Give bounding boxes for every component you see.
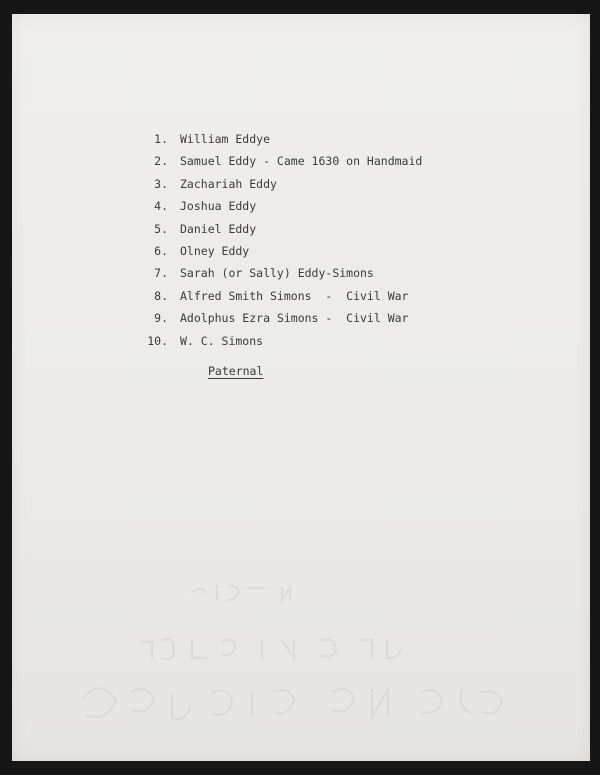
item-text: Samuel Eddy - Came 1630 on Handmaid — [180, 154, 423, 169]
item-number: 6. — [154, 243, 168, 258]
item-text: William Eddye — [180, 132, 271, 146]
item-text: Alfred Smith Simons - Civil War — [180, 288, 409, 303]
list-item — [142, 330, 422, 352]
document-page — [12, 14, 590, 761]
list-item — [142, 195, 422, 217]
list-item — [142, 218, 422, 240]
paternal-caption: Paternal — [208, 364, 264, 378]
item-number: 7. — [154, 266, 168, 281]
list-item — [142, 285, 422, 307]
list-item — [142, 150, 422, 172]
item-number: 8. — [154, 288, 168, 303]
item-text: Zachariah Eddy — [180, 176, 277, 191]
item-number: 3. — [154, 176, 168, 191]
item-number: 4. — [154, 199, 168, 214]
item-number: 5. — [154, 221, 168, 236]
item-text: Adolphus Ezra Simons - Civil War — [180, 311, 409, 326]
list-item — [142, 262, 422, 284]
item-text: Daniel Eddy — [180, 221, 257, 236]
item-number: 9. — [154, 311, 168, 326]
list-item — [142, 173, 422, 195]
item-text: Joshua Eddy — [180, 199, 257, 214]
list-item — [142, 128, 422, 150]
item-text: Sarah (or Sally) Eddy-Simons — [180, 266, 374, 281]
lineage-list — [142, 128, 422, 352]
reverse-side-bleed-through — [42, 574, 562, 744]
item-number: 1. — [154, 132, 168, 146]
item-number: 2. — [154, 154, 168, 169]
item-text: W. C. Simons — [180, 333, 264, 348]
list-item — [142, 240, 422, 262]
list-item — [142, 307, 422, 329]
item-text: Olney Eddy — [180, 243, 250, 258]
item-number: 10. — [147, 333, 168, 348]
